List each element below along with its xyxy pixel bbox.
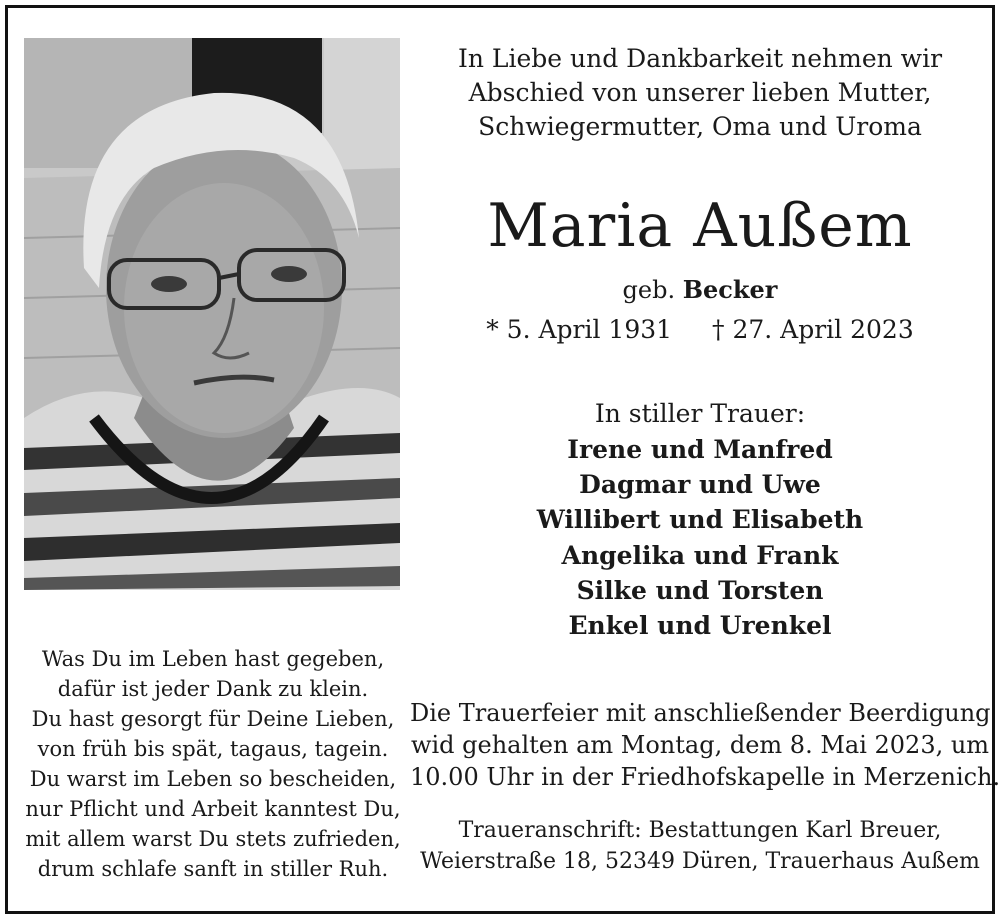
life-dates — [420, 314, 980, 346]
ceremony-line: wid gehalten am Montag, dem 8. Mai 2023, um — [410, 731, 990, 759]
ceremony-line: Die Trauerfeier mit anschließender Beerdigung — [410, 699, 991, 727]
poem-line: Was Du im Leben hast gegeben, — [41, 647, 385, 671]
mourner-entry: Angelika und Frank — [561, 540, 839, 570]
poem-line: drum schlafe sanft in stiller Ruh. — [37, 857, 389, 881]
mourners-list — [420, 432, 980, 643]
ceremony-info — [410, 697, 1000, 793]
birth-name-value: Becker — [682, 275, 778, 304]
poem-line: dafür ist jeder Dank zu klein. — [57, 677, 369, 701]
mourner-entry: Silke und Torsten — [576, 575, 824, 605]
poem-line: von früh bis spät, tagaus, tagein. — [37, 737, 389, 761]
mourner-entry: Dagmar und Uwe — [579, 470, 821, 500]
poem-line: Du warst im Leben so bescheiden, — [29, 767, 397, 791]
intro-line: Schwiegermutter, Oma und Uroma — [478, 112, 922, 141]
death-date: † 27. April 2023 — [712, 315, 914, 344]
ceremony-line: 10.00 Uhr in der Friedhofskapelle in Merzenich. — [410, 763, 1000, 791]
portrait-photo — [24, 38, 400, 590]
mourning-address — [410, 815, 990, 877]
intro-text — [420, 42, 980, 144]
address-line: Traueranschrift: Bestattungen Karl Breuer, — [458, 818, 942, 843]
birth-date: * 5. April 1931 — [486, 315, 673, 344]
poem-line: nur Pflicht und Arbeit kanntest Du, — [25, 797, 401, 821]
mourner-entry: Enkel und Urenkel — [568, 611, 832, 641]
mourner-entry: Willibert und Elisabeth — [536, 505, 864, 535]
mourner-entry: Irene und Manfred — [567, 435, 833, 464]
mourning-title: In stiller Trauer: — [594, 399, 806, 428]
intro-line: Abschied von unserer lieben Mutter, — [468, 78, 932, 107]
poem-line: mit allem warst Du stets zufrieden, — [25, 827, 401, 851]
intro-line: In Liebe und Dankbarkeit nehmen wir — [457, 44, 943, 73]
poem-line: Du hast gesorgt für Deine Lieben, — [31, 707, 395, 731]
deceased-name: Maria Außem — [487, 191, 913, 261]
birth-name — [420, 274, 980, 306]
poem — [18, 644, 408, 884]
birth-name-prefix: geb. — [622, 276, 676, 304]
address-line: Weierstraße 18, 52349 Düren, Trauerhaus Außem — [420, 849, 980, 874]
